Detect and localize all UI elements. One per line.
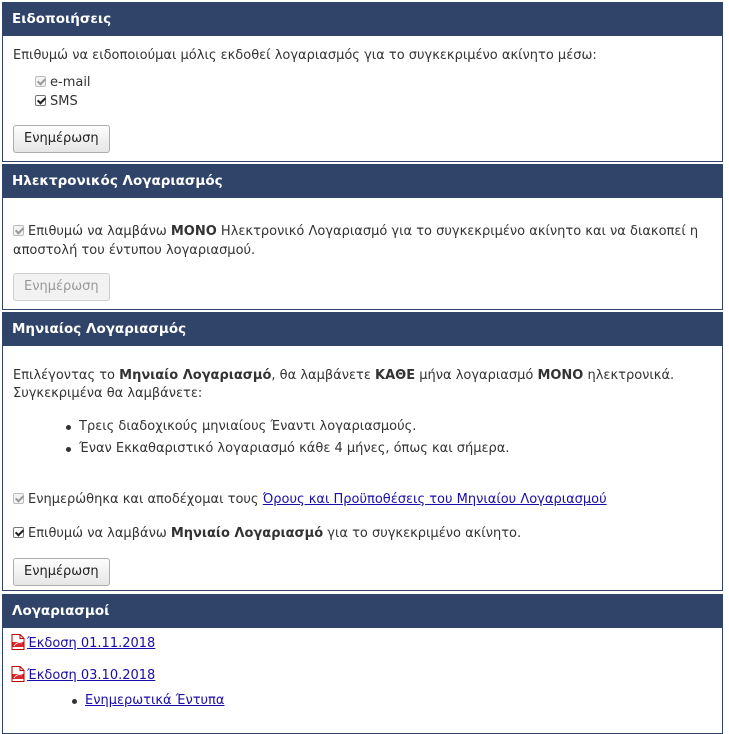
- monthly-intro-bold: Μηνιαίο Λογαριασμό: [119, 368, 272, 383]
- monthly-intro-part: , θα λαμβάνετε: [271, 368, 376, 383]
- bill-item: [11, 666, 155, 686]
- ebill-panel: [2, 164, 723, 310]
- ebill-line1: [13, 222, 698, 242]
- info-leaflets-link[interactable]: Ενημερωτικά Έντυπα: [85, 693, 225, 708]
- notifications-prompt: Επιθυμώ να ειδοποιούμαι μόλις εκδοθεί λογαριασμός για το συγκεκριμένο ακίνητο μέσω:: [13, 48, 597, 63]
- ebill-line2: αποστολή του έντυπου λογαριασμού.: [13, 243, 256, 258]
- sms-label: SMS: [50, 94, 78, 109]
- monthly-bullet-item: Έναν Εκκαθαριστικό λογαριασμό κάθε 4 μήνες, όπως και σήμερα.: [79, 438, 510, 460]
- monthly-want-bold: Μηνιαίο Λογαριασμό: [170, 526, 324, 541]
- bills-panel: [2, 594, 723, 734]
- notifications-update-button[interactable]: Ενημέρωση: [13, 125, 110, 153]
- terms-checkbox[interactable]: [13, 493, 24, 504]
- monthly-checkbox[interactable]: [13, 527, 24, 538]
- sms-option: [35, 92, 78, 112]
- monthly-header: Μηνιαίος Λογαριασμός: [3, 313, 722, 346]
- ebill-text-post: Ηλεκτρονικό Λογαριασμό για το συγκεκριμένο ακίνητο και να διακοπεί η: [216, 224, 699, 239]
- monthly-intro-line1: [13, 366, 674, 386]
- monthly-intro-bold: ΚΑΘΕ: [375, 368, 416, 383]
- bill-item: [11, 634, 155, 654]
- monthly-intro-part: ηλεκτρονικά.: [583, 368, 675, 383]
- monthly-want-post: για το συγκεκριμένο ακίνητο.: [323, 526, 522, 541]
- notifications-panel: [2, 2, 723, 162]
- ebill-text-bold: ΜΟΝΟ: [170, 224, 217, 239]
- sms-checkbox[interactable]: [35, 95, 46, 106]
- terms-link[interactable]: Όρους και Προϋποθέσεις του Μηνιαίου Λογαριασμού: [262, 492, 607, 507]
- monthly-bullet-item: Τρεις διαδοχικούς μηνιαίους Έναντι λογαριασμούς.: [79, 416, 510, 438]
- email-checkbox[interactable]: [35, 76, 46, 87]
- bill-link-2018-10-03[interactable]: Έκδοση 03.10.2018: [27, 668, 156, 683]
- monthly-intro-part: Επιλέγοντας το: [13, 368, 120, 383]
- monthly-update-button[interactable]: Ενημέρωση: [13, 558, 110, 586]
- email-label: e-mail: [50, 75, 91, 90]
- monthly-panel: [2, 312, 723, 591]
- monthly-want-line: [13, 524, 521, 544]
- bill-link-2018-11-01[interactable]: Έκδοση 01.11.2018: [27, 636, 156, 651]
- bill-sub-item: [85, 690, 224, 712]
- ebill-checkbox[interactable]: [13, 225, 24, 236]
- monthly-intro-line2: Συγκεκριμένα θα λαμβάνετε:: [13, 386, 203, 401]
- terms-line: [13, 490, 607, 510]
- ebill-text-pre: Επιθυμώ να λαμβάνω: [28, 224, 171, 239]
- bills-header: Λογαριασμοί: [3, 595, 722, 628]
- monthly-bullet-list: [79, 416, 510, 460]
- ebill-header: Ηλεκτρονικός Λογαριασμός: [3, 165, 722, 198]
- monthly-intro-part: μήνα λογαριασμό: [415, 368, 538, 383]
- monthly-want-pre: Επιθυμώ να λαμβάνω: [28, 526, 171, 541]
- pdf-icon[interactable]: [11, 666, 25, 682]
- email-option: [35, 73, 91, 93]
- ebill-update-button[interactable]: Ενημέρωση: [13, 273, 110, 301]
- monthly-intro-bold: ΜΟΝΟ: [537, 368, 584, 383]
- notifications-header: Ειδοποιήσεις: [3, 3, 722, 36]
- pdf-icon[interactable]: [11, 634, 25, 650]
- bill-sub-list: [85, 690, 224, 712]
- terms-text: Ενημερώθηκα και αποδέχομαι τους: [28, 492, 263, 507]
